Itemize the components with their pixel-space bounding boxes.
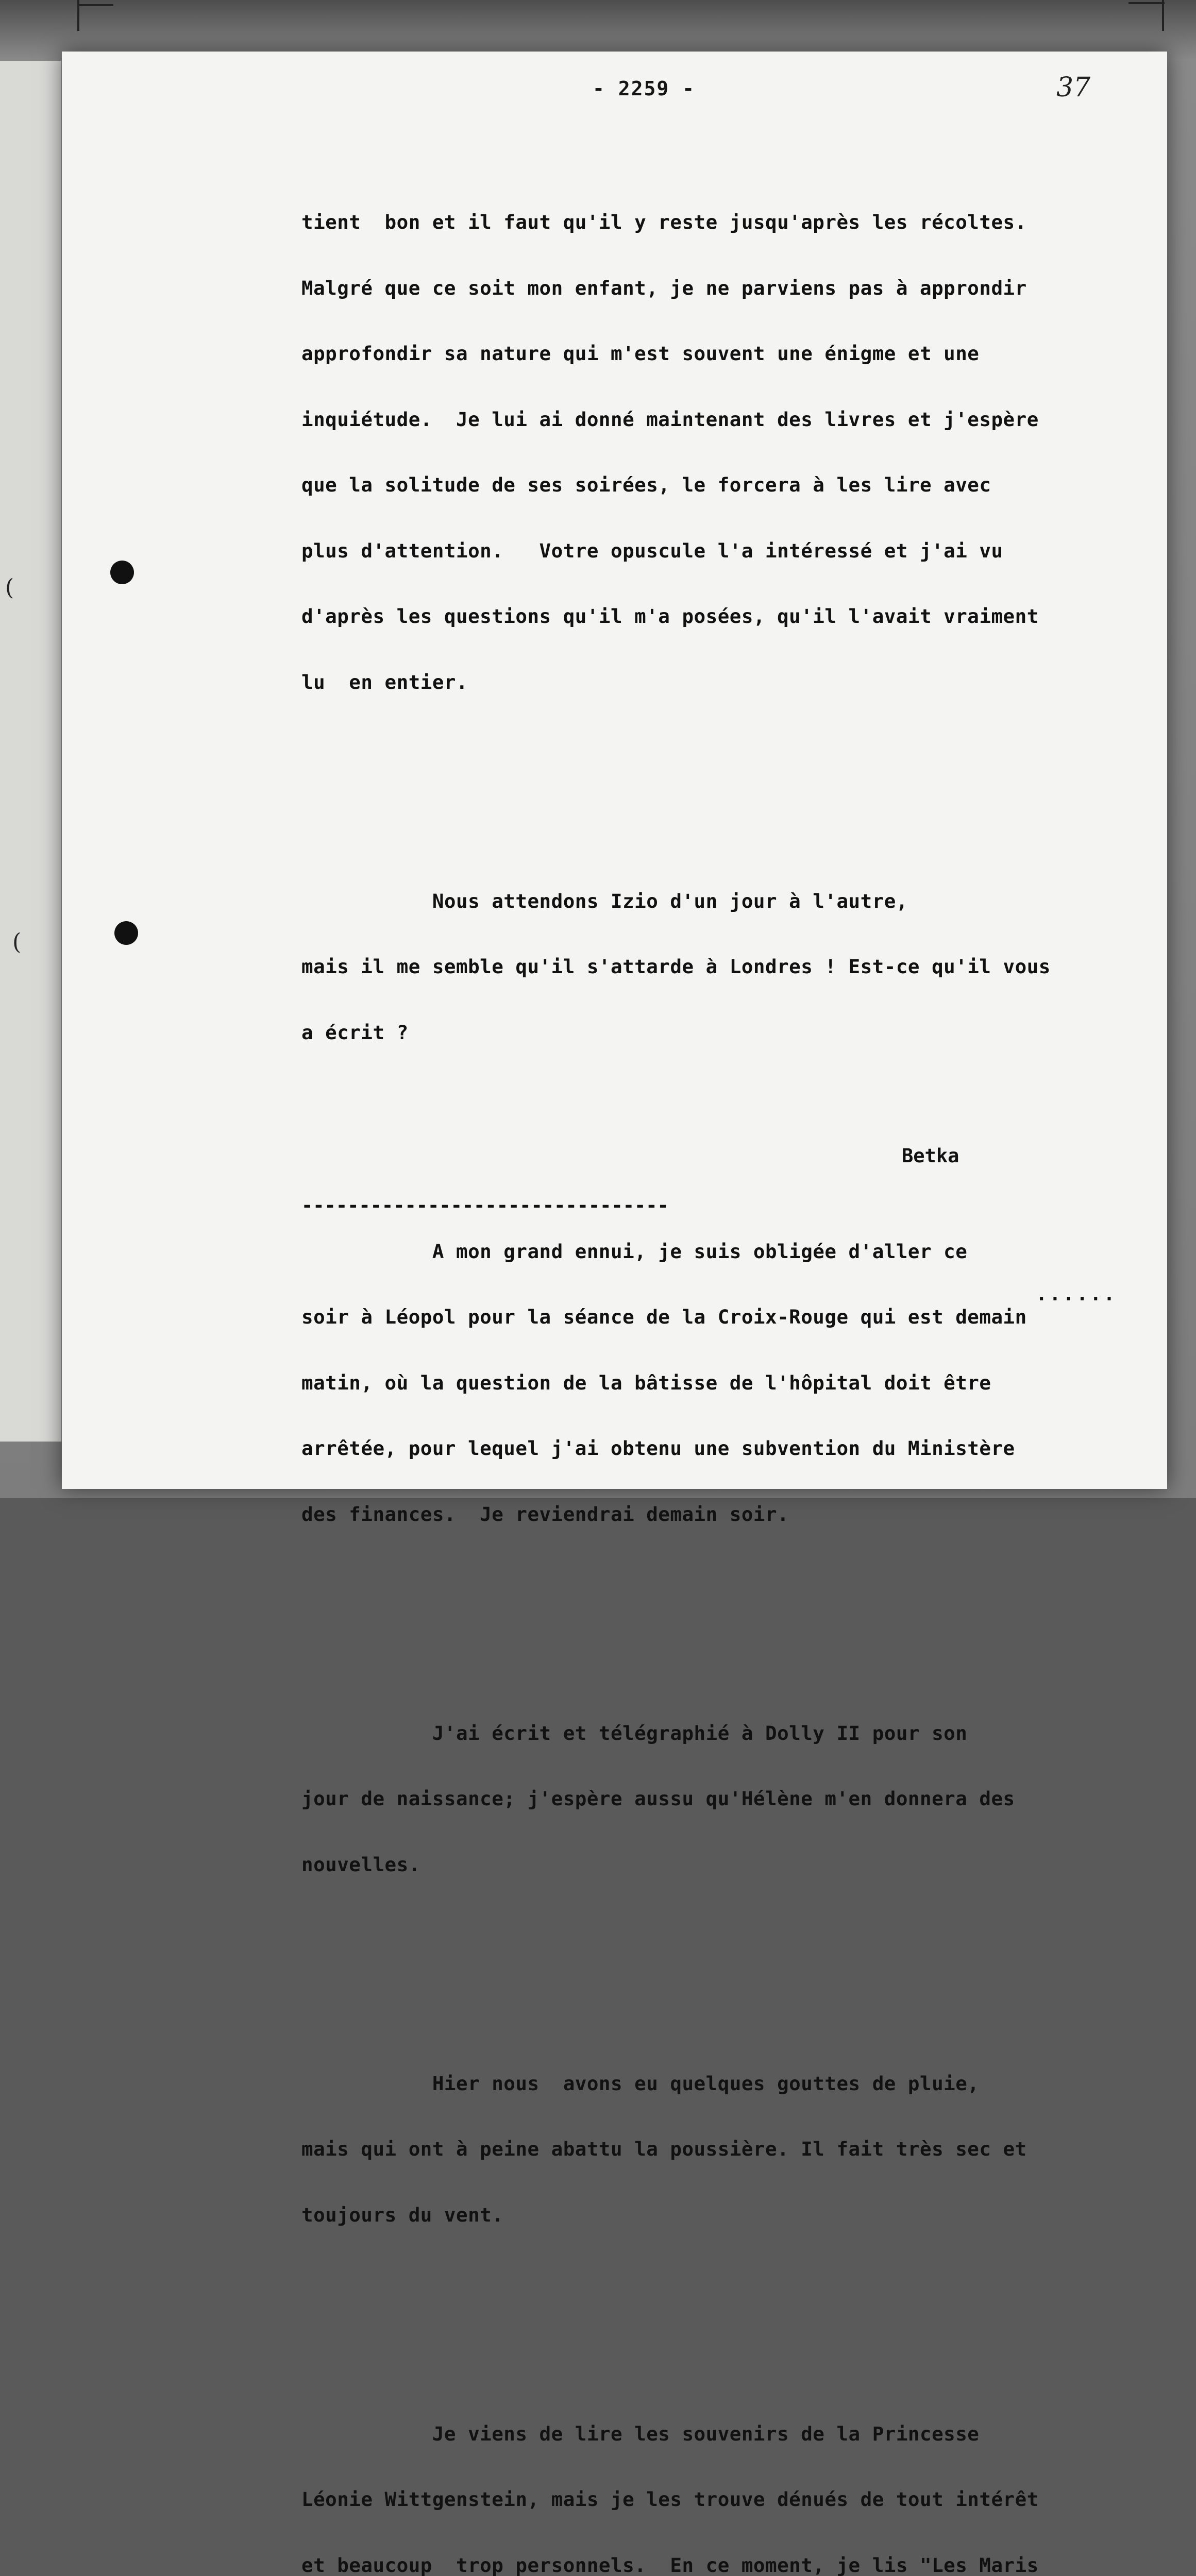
text-line: inquiétude. Je lui ai donné maintenant des livres et j'espère bbox=[301, 409, 1157, 431]
text-line: des finances. Je reviendrai demain soir. bbox=[301, 1503, 1157, 1526]
text-line: mais il me semble qu'il s'attarde à Londres ! Est-ce qu'il vous bbox=[301, 956, 1157, 978]
paragraph-6 bbox=[301, 2379, 1157, 2576]
continuation-dots: ...... bbox=[1036, 1283, 1117, 1305]
text-line: A mon grand ennui, je suis obligée d'aller ce bbox=[301, 1241, 1157, 1263]
text-line: nouvelles. bbox=[301, 1854, 1157, 1876]
paragraph-4 bbox=[301, 1679, 1157, 1920]
letter-body bbox=[301, 124, 1157, 2576]
text-line: J'ai écrit et télégraphié à Dolly II pour son bbox=[301, 1722, 1157, 1744]
text-line: soir à Léopol pour la séance de la Croix-Rouge qui est demain bbox=[301, 1306, 1157, 1328]
signature: Betka bbox=[902, 1145, 959, 1167]
binding-strip bbox=[0, 61, 62, 1442]
crop-mark-top-right bbox=[1162, 0, 1164, 31]
text-line: que la solitude de ses soirées, le forcera à les lire avec bbox=[301, 474, 1157, 496]
text-line: matin, où la question de la bâtisse de l'hôpital doit être bbox=[301, 1372, 1157, 1394]
separator-rule: -------------------------------- bbox=[301, 1194, 696, 1216]
text-line: d'après les questions qu'il m'a posées, qu'il l'avait vraiment bbox=[301, 605, 1157, 628]
text-line: mais qui ont à peine abattu la poussière. Il fait très sec et bbox=[301, 2138, 1157, 2160]
text-line: Léonie Wittgenstein, mais je les trouve dénués de tout intérêt bbox=[301, 2488, 1157, 2511]
text-line: tient bon et il faut qu'il y reste jusqu'après les récoltes. bbox=[301, 211, 1157, 233]
paragraph-1 bbox=[301, 167, 1157, 737]
binder-ring-lower: ( bbox=[12, 929, 21, 955]
paragraph-5 bbox=[301, 2029, 1157, 2270]
text-line: Malgré que ce soit mon enfant, je ne parviens pas à approndir bbox=[301, 277, 1157, 299]
paragraph-2 bbox=[301, 846, 1157, 1088]
text-line: plus d'attention. Votre opuscule l'a intéressé et j'ai vu bbox=[301, 540, 1157, 562]
punch-hole-upper bbox=[110, 561, 134, 584]
paragraph-3 bbox=[301, 1197, 1157, 1569]
crop-mark-top-right-h bbox=[1128, 2, 1165, 4]
folio-number: 37 bbox=[1056, 72, 1090, 103]
text-line: et beaucoup trop personnels. En ce moment, je lis "Les Maris bbox=[301, 2554, 1157, 2576]
page-number: - 2259 - bbox=[593, 77, 695, 100]
text-line: lu en entier. bbox=[301, 671, 1157, 693]
text-line: Nous attendons Izio d'un jour à l'autre, bbox=[301, 890, 1157, 912]
crop-mark-top-left-h bbox=[77, 4, 113, 6]
text-line: Je viens de lire les souvenirs de la Princesse bbox=[301, 2423, 1157, 2445]
text-line: arrêtée, pour lequel j'ai obtenu une subvention du Ministère bbox=[301, 1437, 1157, 1460]
text-line: Hier nous avons eu quelques gouttes de pluie, bbox=[301, 2073, 1157, 2095]
text-line: jour de naissance; j'espère aussu qu'Hélène m'en donnera des bbox=[301, 1788, 1157, 1810]
binder-ring-upper: ( bbox=[5, 574, 14, 601]
punch-hole-lower bbox=[114, 921, 138, 945]
text-line: approfondir sa nature qui m'est souvent une énigme et une bbox=[301, 343, 1157, 365]
text-line: toujours du vent. bbox=[301, 2204, 1157, 2226]
text-line: a écrit ? bbox=[301, 1022, 1157, 1044]
